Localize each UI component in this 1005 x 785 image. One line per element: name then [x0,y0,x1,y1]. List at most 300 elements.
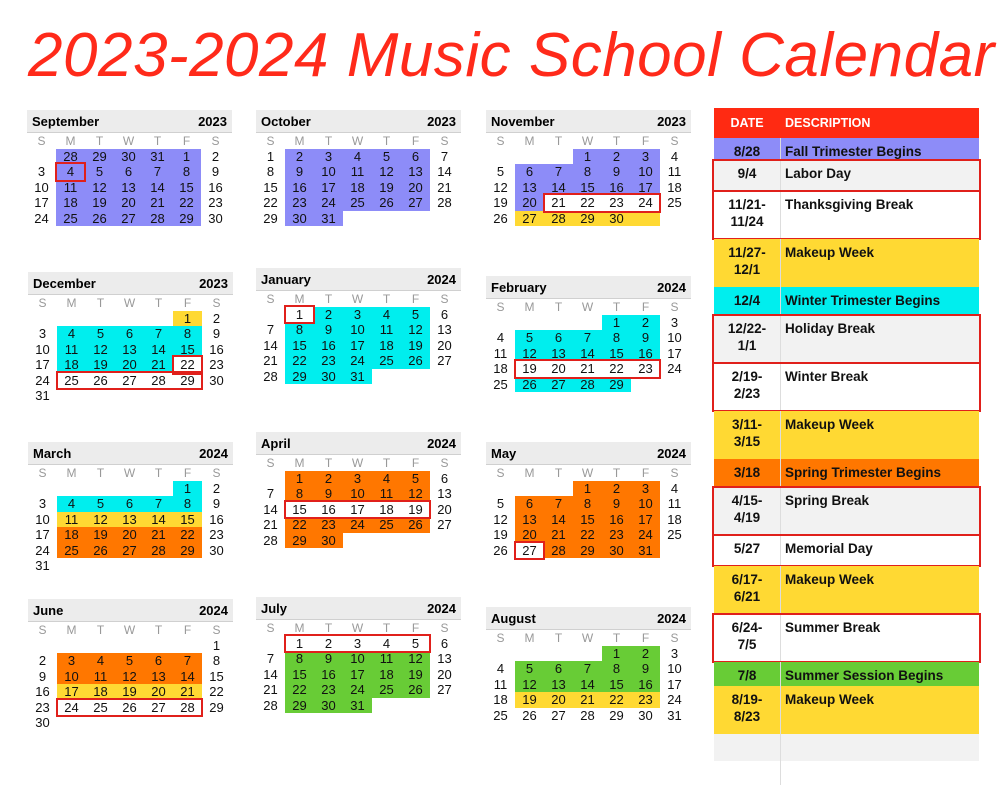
day-cell: 22 [173,527,202,542]
day-cell [430,211,459,226]
day-cell: 23 [631,692,660,707]
day-cell: 16 [285,180,314,195]
month-name: October [261,114,311,129]
day-cell: 19 [86,357,115,372]
weekday-label: T [96,623,105,637]
month-header [256,597,461,620]
day-cell: 23 [314,517,343,532]
event-date: 6/17- 6/21 [731,572,763,604]
day-cell: 27 [437,682,452,698]
weekday-label: M [66,623,77,637]
table-row [714,459,979,487]
month-header [28,599,233,622]
day-cell [173,558,202,573]
day-cell: 3 [670,646,679,661]
day-cell: 20 [437,337,452,353]
day-cell: 4 [496,661,505,677]
day-cell: 15 [285,667,314,682]
event-description: Makeup Week [785,572,875,587]
day-cell: 8 [173,496,202,511]
week-row [486,481,691,496]
day-cell: 31 [343,698,372,713]
day-cell: 17 [631,180,660,195]
day-cell: 29 [85,149,114,164]
day-cell: 24 [64,699,79,715]
day-cell: 27 [122,372,137,388]
table-row [714,761,979,785]
week-row [486,677,691,692]
day-cell: 14 [143,180,172,195]
day-cell [401,369,430,384]
day-cell: 4 [372,471,401,486]
day-cell: 21 [143,195,172,210]
month-year: 2024 [657,446,686,461]
day-cell: 28 [263,697,278,713]
day-cell: 24 [343,682,372,697]
day-cell: 13 [437,486,452,502]
event-description: Makeup Week [785,417,875,432]
day-cell: 21 [580,361,595,377]
day-cell: 5 [496,496,505,512]
weekday-header [486,133,691,149]
weekday-label: T [154,466,163,480]
day-cell: 6 [115,326,144,341]
day-cell: 29 [285,369,314,384]
day-cell: 11 [493,676,508,692]
weekday-label: T [612,300,621,314]
week-row [486,361,691,376]
month-april [256,432,461,548]
day-cell: 13 [115,512,144,527]
weekday-header [486,465,691,481]
day-cell: 26 [522,707,537,723]
event-date [714,734,780,761]
day-cell: 18 [57,527,86,542]
week-row [28,653,233,668]
day-cell [27,149,56,164]
day-cell [86,638,115,653]
month-name: May [491,446,517,461]
day-cell [256,471,285,486]
day-cell: 6 [515,164,544,179]
week-row [28,512,233,527]
day-cell: 10 [34,179,49,195]
week-row [486,527,691,542]
weekday-label: W [581,466,594,480]
weekday-label: S [266,134,275,148]
weekday-label: T [382,134,391,148]
day-cell: 20 [114,195,143,210]
day-cell: 12 [401,651,430,666]
day-cell: 31 [143,149,172,164]
day-cell: 18 [343,180,372,195]
day-cell [660,543,689,558]
weekday-label: W [351,456,364,470]
day-cell: 15 [263,179,278,195]
day-cell: 11 [56,180,85,195]
weekday-label: F [411,456,420,470]
weekday-label: M [294,456,305,470]
day-cell [57,715,86,730]
day-cell: 31 [35,387,50,403]
day-cell: 9 [631,661,660,676]
day-cell: 18 [86,684,115,699]
week-row [486,149,691,164]
week-row [28,326,233,341]
day-cell: 12 [372,164,401,179]
day-cell: 8 [285,322,314,337]
month-name: July [261,601,288,616]
day-cell: 10 [314,164,343,179]
table-row [714,614,979,662]
week-row [256,667,461,682]
day-cell: 21 [263,517,278,533]
day-cell: 22 [609,361,624,377]
day-cell: 30 [35,714,50,730]
weekday-label: T [96,296,105,310]
week-row [256,353,461,368]
day-cell: 10 [667,661,682,677]
day-cell: 27 [551,707,566,723]
table-row [714,487,979,535]
week-row [256,211,461,226]
day-cell: 8 [266,164,275,180]
day-cell [372,369,401,384]
day-cell: 7 [573,661,602,676]
day-cell: 3 [37,164,46,180]
day-cell: 22 [285,682,314,697]
day-cell: 7 [173,653,202,668]
weekday-label: M [294,621,305,635]
day-cell: 29 [172,211,201,226]
day-cell: 5 [401,307,430,322]
week-row [486,496,691,511]
page-title: 2023-2024 Music School Calendar [28,21,995,90]
day-cell: 1 [173,481,202,496]
day-cell: 6 [544,330,573,345]
day-cell: 8 [602,661,631,676]
day-cell: 28 [144,543,173,558]
week-row [486,377,691,392]
week-row [486,692,691,707]
weekday-label: S [496,466,505,480]
weekday-label: T [324,134,333,148]
day-cell: 25 [667,195,682,211]
month-name: September [32,114,100,129]
month-header [256,432,461,455]
day-cell: 6 [440,471,449,486]
month-june [28,599,233,730]
day-cell: 19 [85,195,114,210]
day-cell: 21 [144,357,173,372]
day-cell: 14 [544,180,573,195]
day-cell: 23 [638,361,653,377]
day-cell: 19 [493,195,508,211]
day-cell: 5 [86,326,115,341]
day-cell: 26 [372,195,401,210]
day-cell [173,715,202,730]
day-cell [86,388,115,403]
weekday-label: M [524,466,535,480]
weekday-header [256,455,461,471]
event-description: Winter Break [785,369,869,384]
day-cell: 7 [544,164,573,179]
week-row [28,700,233,715]
header-description: DESCRIPTION [785,116,871,130]
day-cell: 11 [667,496,682,512]
day-cell: 18 [493,361,508,377]
weekday-header [256,620,461,636]
day-cell: 17 [343,667,372,682]
week-row [28,527,233,542]
day-cell: 28 [544,211,573,226]
day-cell: 16 [321,501,336,517]
week-row [256,149,461,164]
day-cell: 9 [631,330,660,345]
day-cell: 20 [544,692,573,707]
day-cell: 25 [372,353,401,368]
day-cell [57,388,86,403]
day-cell: 29 [573,211,602,226]
day-cell: 15 [172,180,201,195]
day-cell: 28 [263,368,278,384]
weekday-label: M [294,292,305,306]
weekday-header [486,630,691,646]
day-cell: 25 [57,543,86,558]
weekday-label: T [382,292,391,306]
day-cell: 15 [209,668,224,684]
week-row [256,164,461,179]
day-cell: 28 [580,707,595,723]
event-date: 5/27 [733,541,761,556]
weekday-header [28,295,233,311]
day-cell: 6 [440,636,449,651]
table-row [714,315,979,363]
day-cell: 24 [343,353,372,368]
day-cell: 20 [551,361,566,377]
month-year: 2024 [199,603,228,618]
day-cell: 16 [602,512,631,527]
month-header [486,607,691,630]
week-row [28,311,233,326]
weekday-label: T [612,466,621,480]
day-cell: 1 [602,646,631,661]
day-cell: 3 [314,149,343,164]
day-cell: 3 [670,315,679,330]
day-cell: 30 [114,149,143,164]
day-cell: 31 [35,557,50,573]
month-year: 2023 [427,114,456,129]
week-row [28,373,233,388]
day-cell [515,481,544,496]
day-cell: 26 [493,542,508,558]
day-cell: 1 [212,638,221,653]
weekday-label: M [524,631,535,645]
day-cell [430,698,459,713]
day-cell: 4 [56,164,85,179]
month-name: November [491,114,555,129]
day-cell: 30 [602,543,631,558]
day-cell: 3 [631,481,660,496]
day-cell: 9 [314,322,343,337]
day-cell: 2 [314,471,343,486]
month-september [27,110,232,226]
day-cell: 28 [437,195,452,211]
day-cell: 19 [115,684,144,699]
day-cell: 5 [86,496,115,511]
day-cell: 29 [180,372,195,388]
month-name: March [33,446,72,461]
weekday-label: S [38,296,47,310]
day-cell [57,481,86,496]
month-july [256,597,461,713]
day-cell: 11 [372,651,401,666]
day-cell: 9 [602,496,631,511]
day-cell: 27 [515,211,544,226]
header-date: DATE [730,116,764,130]
day-cell [372,698,401,713]
day-cell: 1 [573,149,602,164]
day-cell: 15 [292,501,307,517]
day-cell: 12 [493,511,508,527]
month-year: 2023 [199,276,228,291]
day-cell: 22 [285,517,314,532]
day-cell: 26 [93,372,108,388]
day-cell: 2 [631,315,660,330]
week-row [28,558,233,573]
weekday-label: T [153,134,162,148]
day-cell: 21 [437,179,452,195]
month-header [486,442,691,465]
week-row [256,698,461,713]
table-row [714,566,979,614]
week-row [486,315,691,330]
month-header [256,110,461,133]
day-cell: 30 [638,707,653,723]
day-cell: 29 [209,699,224,715]
day-cell: 8 [173,326,202,341]
day-cell: 11 [57,342,86,357]
day-cell [28,638,57,653]
day-cell: 11 [667,164,682,180]
weekday-label: M [524,134,535,148]
weekday-label: F [411,134,420,148]
day-cell [115,715,144,730]
day-cell: 19 [401,338,430,353]
day-cell: 28 [180,699,195,715]
day-cell: 10 [343,322,372,337]
weekday-label: T [154,623,163,637]
day-cell: 18 [57,357,86,372]
day-cell: 16 [602,180,631,195]
week-row [28,342,233,357]
day-cell: 19 [522,361,537,377]
day-cell: 6 [544,661,573,676]
weekday-header [28,622,233,638]
event-description: Labor Day [785,166,852,181]
day-cell: 21 [173,684,202,699]
day-cell: 28 [56,149,85,164]
weekday-label: F [411,292,420,306]
day-cell: 12 [401,322,430,337]
day-cell: 10 [631,164,660,179]
day-cell: 19 [372,180,401,195]
month-name: February [491,280,547,295]
week-row [256,636,461,651]
day-cell: 26 [122,699,137,715]
day-cell: 3 [57,653,86,668]
weekday-label: T [382,456,391,470]
day-cell: 30 [314,698,343,713]
day-cell: 17 [57,684,86,699]
day-cell: 26 [493,210,508,226]
month-year: 2023 [657,114,686,129]
day-cell [86,481,115,496]
event-date: 8/28 [733,144,761,159]
weekday-label: F [411,621,420,635]
day-cell: 5 [496,164,505,180]
day-cell: 24 [631,527,660,542]
day-cell: 14 [573,346,602,361]
event-description [780,734,979,761]
day-cell [544,481,573,496]
day-cell: 8 [172,164,201,179]
day-cell: 9 [211,164,220,180]
day-cell [486,149,515,164]
week-row [486,330,691,345]
week-row [28,496,233,511]
day-cell: 1 [295,636,304,651]
day-cell: 16 [35,684,50,700]
week-row [27,180,232,195]
day-cell: 23 [208,195,223,211]
day-cell: 14 [263,337,278,353]
day-cell: 30 [209,372,224,388]
day-cell: 8 [602,330,631,345]
day-cell [86,715,115,730]
day-cell: 11 [372,322,401,337]
day-cell: 24 [343,517,372,532]
day-cell: 11 [57,512,86,527]
month-year: 2024 [427,436,456,451]
day-cell: 16 [209,341,224,357]
month-year: 2024 [199,446,228,461]
day-cell: 19 [408,501,423,517]
week-row [256,502,461,517]
day-cell: 12 [515,677,544,692]
day-cell: 17 [34,195,49,211]
day-cell [115,311,144,326]
week-row [256,517,461,532]
day-cell: 1 [172,149,201,164]
day-cell: 20 [144,684,173,699]
weekday-label: W [351,134,364,148]
weekday-label: T [382,621,391,635]
day-cell: 13 [544,677,573,692]
day-cell: 5 [515,330,544,345]
day-cell: 27 [522,542,537,558]
day-cell: 28 [573,377,602,392]
day-cell: 21 [573,692,602,707]
week-row [256,682,461,697]
day-cell: 27 [114,211,143,226]
table-row [714,138,979,160]
day-cell: 7 [544,496,573,511]
day-cell: 3 [353,636,362,651]
day-cell: 8 [573,164,602,179]
day-cell [28,311,57,326]
day-cell: 7 [144,496,173,511]
